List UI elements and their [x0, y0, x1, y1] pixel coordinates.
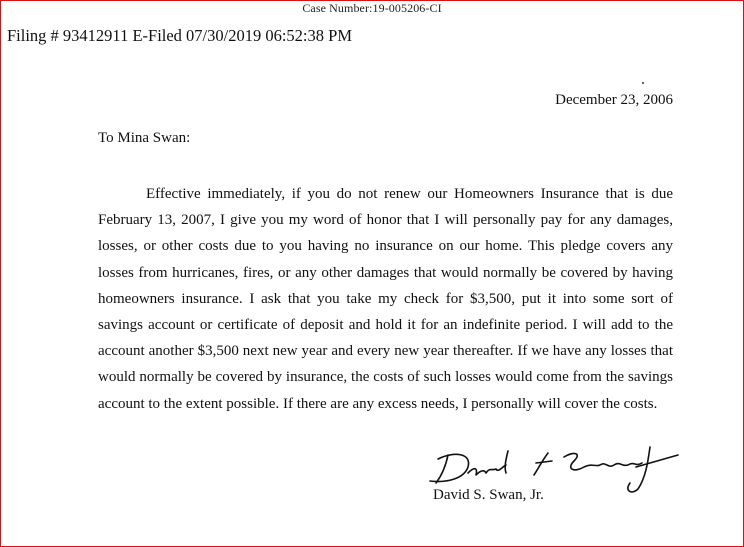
- signer-name: David S. Swan, Jr.: [433, 487, 544, 503]
- filing-stamp: Filing # 93412911 E-Filed 07/30/2019 06:52:38 PM: [7, 26, 352, 45]
- letter-date: December 23, 2006: [555, 92, 673, 108]
- case-number-header: Case Number:19-005206-CI: [302, 1, 442, 15]
- letter-salutation: To Mina Swan:: [98, 130, 191, 146]
- stray-mark: [642, 82, 644, 84]
- letter-body: Effective immediately, if you do not renew our Homeowners Insurance that is due February 13, 2007, I give you my word of honor that I will personally pay for any damages, losses, or other costs due to you having no insurance on our home. This pledge covers any losses from hurricanes, fires, or any other damages that would normally be covered by having homeowners insurance. I ask that you take my check for $3,500, put it into some sort of savings account or certificate of deposit and hold it for an indefinite period. I will add to the account another $3,500 next new year and every new year thereafter. If we have any losses that would normally be covered by insurance, the costs of such losses would come from the savings account to the extent possible. If there are any excess needs, I personally will cover the costs.: [98, 186, 673, 412]
